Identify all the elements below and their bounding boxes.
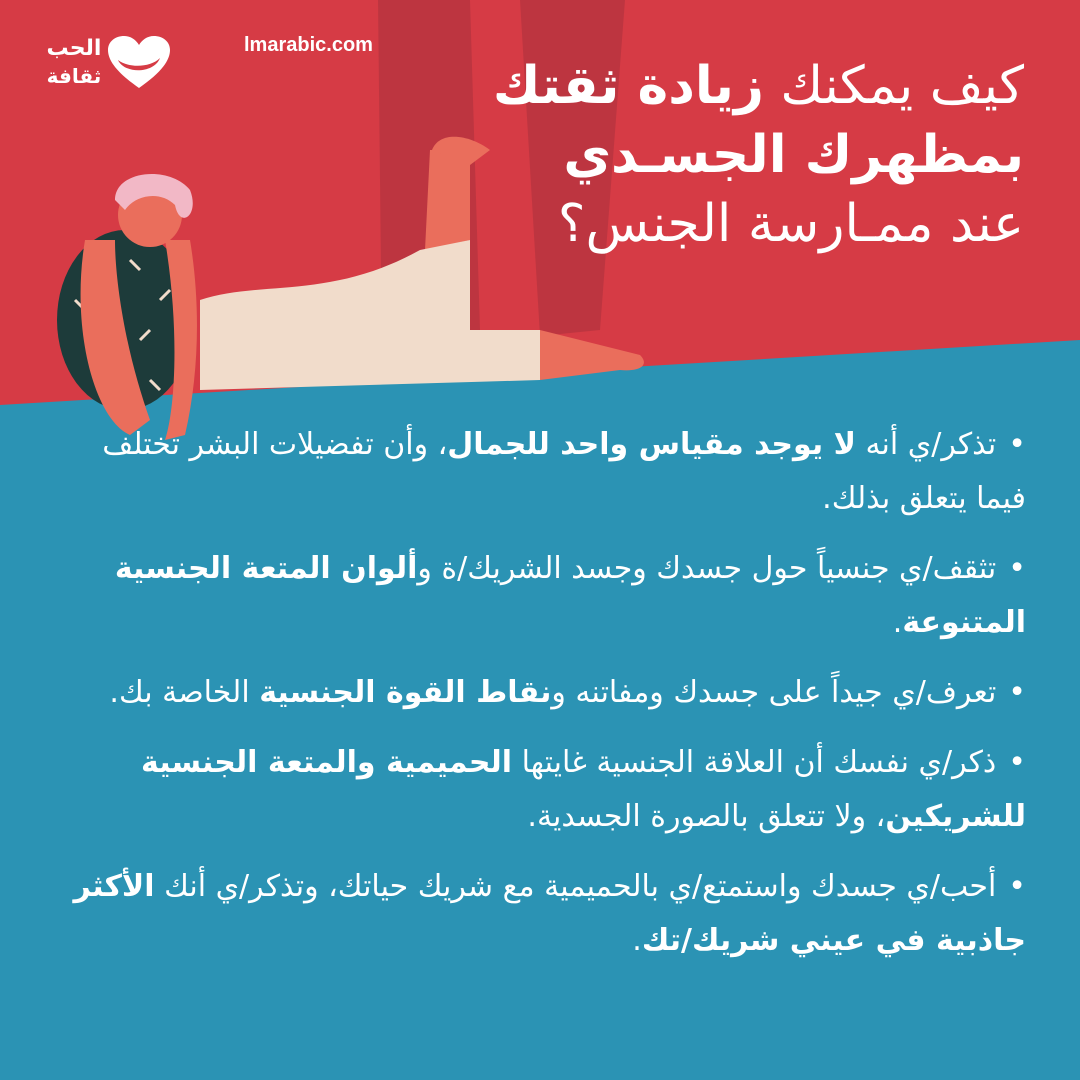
tip-text-end: ، وأن تفضيلات البشر تختلف فيما يتعلق بذلك. (102, 427, 1026, 516)
tip-text: تعرف/ي جيداً على جسدك ومفاتنه و (551, 675, 997, 710)
tip-text: تثقف/ي جنسياً حول جسدك وجسد الشريك/ة و (417, 551, 997, 586)
tip-text-end: ، ولا تتعلق بالصورة الجسدية. (527, 799, 886, 834)
tip-text: ذكر/ي نفسك أن العلاقة الجنسية غايتها (512, 745, 997, 780)
tip-text-end: الخاصة بك. (109, 675, 260, 710)
tip-emphasis: نقاط القوة الجنسية (259, 675, 552, 710)
page-title (484, 52, 1024, 259)
bullet-dot: • (1008, 427, 1026, 462)
title-part-1: كيف يمكنك (763, 56, 1024, 116)
brand-logo[interactable] (40, 30, 180, 100)
heart-icon (106, 34, 172, 92)
tip-item-3 (46, 666, 1026, 720)
tip-item-2 (46, 542, 1026, 650)
tip-emphasis: الحميمية والمتعة الجنسية للشريكين (141, 745, 1026, 834)
tip-text: تذكر/ي أنه (855, 427, 997, 462)
tips-list (46, 418, 1026, 984)
tip-text: أحب/ي جسدك واستمتع/ي بالحميمية مع شريك حياتك، وتذكر/ي أنك (154, 869, 997, 904)
tip-text-end: . (892, 605, 903, 640)
logo-text-top: الحب (46, 36, 102, 61)
tip-item-5 (46, 860, 1026, 968)
tip-emphasis: لا يوجد مقياس واحد للجمال (447, 427, 856, 462)
bullet-dot: • (1008, 551, 1026, 586)
tip-emphasis: الأكثر جاذبية في عيني شريك/تك (73, 869, 1026, 958)
website-url[interactable]: lmarabic.com (244, 34, 373, 56)
title-part-3: عند ممـارسة الجنس؟ (557, 194, 1024, 254)
tip-item-4 (46, 736, 1026, 844)
logo-text-bottom: ثقافة (46, 64, 102, 88)
bullet-dot: • (1008, 869, 1026, 904)
bullet-dot: • (1008, 745, 1026, 780)
tip-item-1 (46, 418, 1026, 526)
bullet-dot: • (1008, 675, 1026, 710)
illustration-leg-raised (425, 150, 470, 250)
title-part-2: زيادة ثقتك بمظهرك الجسـدي (492, 56, 1024, 185)
tip-text-end: . (632, 923, 642, 958)
tip-emphasis: ألوان المتعة الجنسية المتنوعة (114, 551, 1026, 640)
